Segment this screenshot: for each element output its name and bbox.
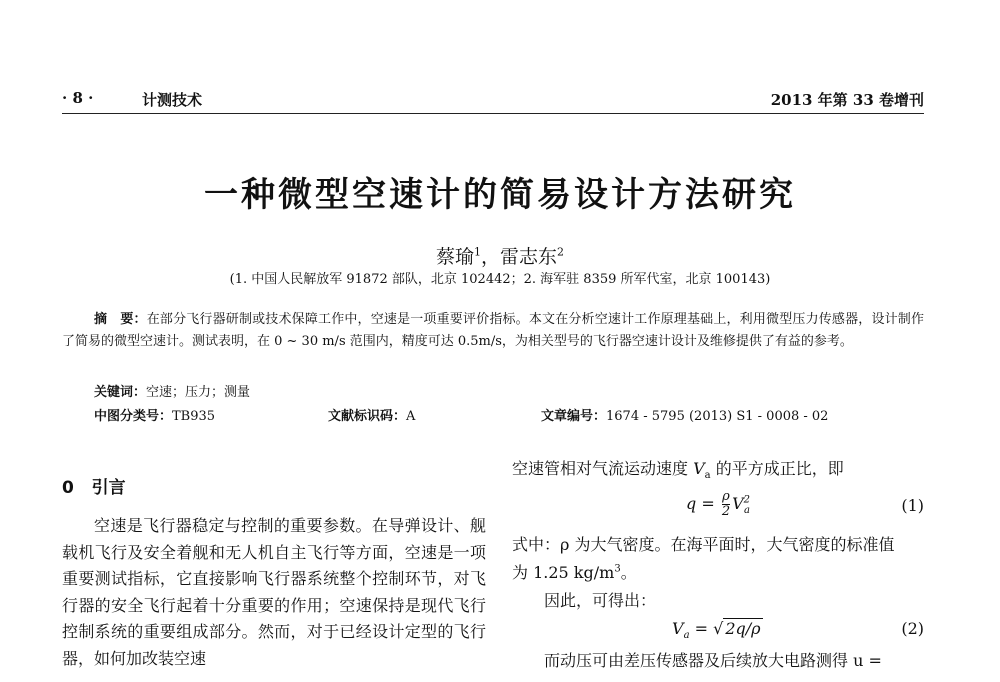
affiliation: (1. 中国人民解放军 91872 部队，北京 102442；2. 海军驻 8359 所军代室，北京 100143) bbox=[229, 272, 771, 287]
density-value: 为 1.25 kg/m bbox=[512, 563, 615, 582]
article-number bbox=[541, 405, 828, 424]
doc-value: A bbox=[406, 409, 416, 424]
keywords bbox=[94, 381, 250, 400]
clc-value: TB935 bbox=[172, 409, 216, 424]
right-line-5: 而动压可由差压传感器及后续放大电路测得 u = bbox=[544, 651, 882, 670]
journal-name: 计测技术 bbox=[142, 91, 203, 109]
section-title: 引言 bbox=[91, 478, 126, 498]
var-v: V bbox=[693, 459, 705, 478]
author-line bbox=[0, 242, 1000, 269]
equation-1 bbox=[686, 490, 750, 519]
paper-title: 一种微型空速计的简易设计方法研究 bbox=[204, 175, 796, 215]
right-line-1-text: 空速管相对气流运动速度 bbox=[512, 459, 694, 478]
right-line-1-tail: 的平方成正比，即 bbox=[710, 459, 844, 478]
eq2-equals: = bbox=[689, 619, 714, 638]
author-2: 雷志东 bbox=[500, 246, 558, 268]
author-separator: ， bbox=[480, 246, 500, 268]
author-1: 蔡瑜 bbox=[435, 246, 474, 268]
eq1-fraction bbox=[722, 490, 730, 519]
author-2-sup: 2 bbox=[557, 245, 565, 259]
intro-paragraph: 空速是飞行器稳定与控制的重要参数。在导弹设计、舰载机飞行及安全着舰和无人机自主飞行等方面，空速是一项重要测试指标，它直接影响飞行器系统整个控制环节，对飞行器的安全飞行起着十分重要的作用；空速保持是现代飞行控制系统的重要组成部分。然而，对于已经设计定型的飞行器，如何加改装空速 bbox=[62, 516, 486, 668]
art-label: 文章编号： bbox=[541, 409, 607, 424]
eq1-var: V bbox=[732, 494, 744, 513]
density-unit-sup: 3 bbox=[614, 563, 621, 575]
section-heading bbox=[62, 473, 126, 498]
issue-info: 2013 年第 33 卷增刊 bbox=[770, 91, 924, 109]
header-rule bbox=[62, 113, 924, 114]
eq1-denominator: 2 bbox=[721, 504, 731, 519]
document-code bbox=[328, 405, 415, 424]
eq2-radicand: 2q/ρ bbox=[725, 619, 761, 638]
section-number: 0 bbox=[62, 478, 74, 498]
right-line-2: 式中：ρ 为大气密度。在海平面时，大气密度的标准值 bbox=[512, 535, 895, 554]
equation-2-number: (2) bbox=[901, 619, 924, 638]
art-value: 1674 - 5795 (2013) S1 - 0008 - 02 bbox=[606, 409, 829, 424]
eq2-sub: a bbox=[683, 630, 690, 642]
equation-2: $V_a$ = √ 2q/ρ bbox=[672, 619, 761, 642]
right-line-3 bbox=[512, 560, 637, 583]
density-tail: 。 bbox=[620, 563, 637, 582]
keywords-text: 空速；压力；测量 bbox=[146, 385, 251, 400]
var-v-sub: a bbox=[704, 470, 711, 482]
clc-label: 中图分类号： bbox=[94, 409, 173, 424]
abstract-label: 摘 要： bbox=[94, 312, 147, 327]
right-line-4: 因此，可得出： bbox=[544, 591, 657, 610]
eq1-numerator: ρ bbox=[722, 489, 730, 504]
left-column bbox=[62, 513, 486, 672]
doc-label: 文献标识码： bbox=[328, 409, 407, 424]
eq1-sub: a bbox=[744, 505, 751, 517]
eq1-sup: 2 bbox=[743, 494, 751, 506]
abstract-text: 在部分飞行器研制或技术保障工作中，空速是一项重要评价指标。本文在分析空速计工作原理基础上，利用微型压力传感器，设计制作了简易的微型空速计。测试表明，在 0 ~ 30 m/s 范围内，精度可达 0.5m/s，为相关型号的飞行器空速计设计及维修提供了有益的参考。 bbox=[62, 312, 924, 349]
abstract bbox=[62, 309, 924, 353]
equation-1-number: (1) bbox=[901, 496, 924, 515]
page-number: · 8 · bbox=[62, 89, 94, 107]
right-line-1 bbox=[512, 456, 844, 481]
keywords-label: 关键词： bbox=[94, 385, 147, 400]
eq1-lhs: q = bbox=[686, 494, 720, 513]
clc-number bbox=[94, 405, 215, 424]
eq2-var: V bbox=[672, 619, 684, 638]
author-1-sup: 1 bbox=[473, 245, 481, 259]
